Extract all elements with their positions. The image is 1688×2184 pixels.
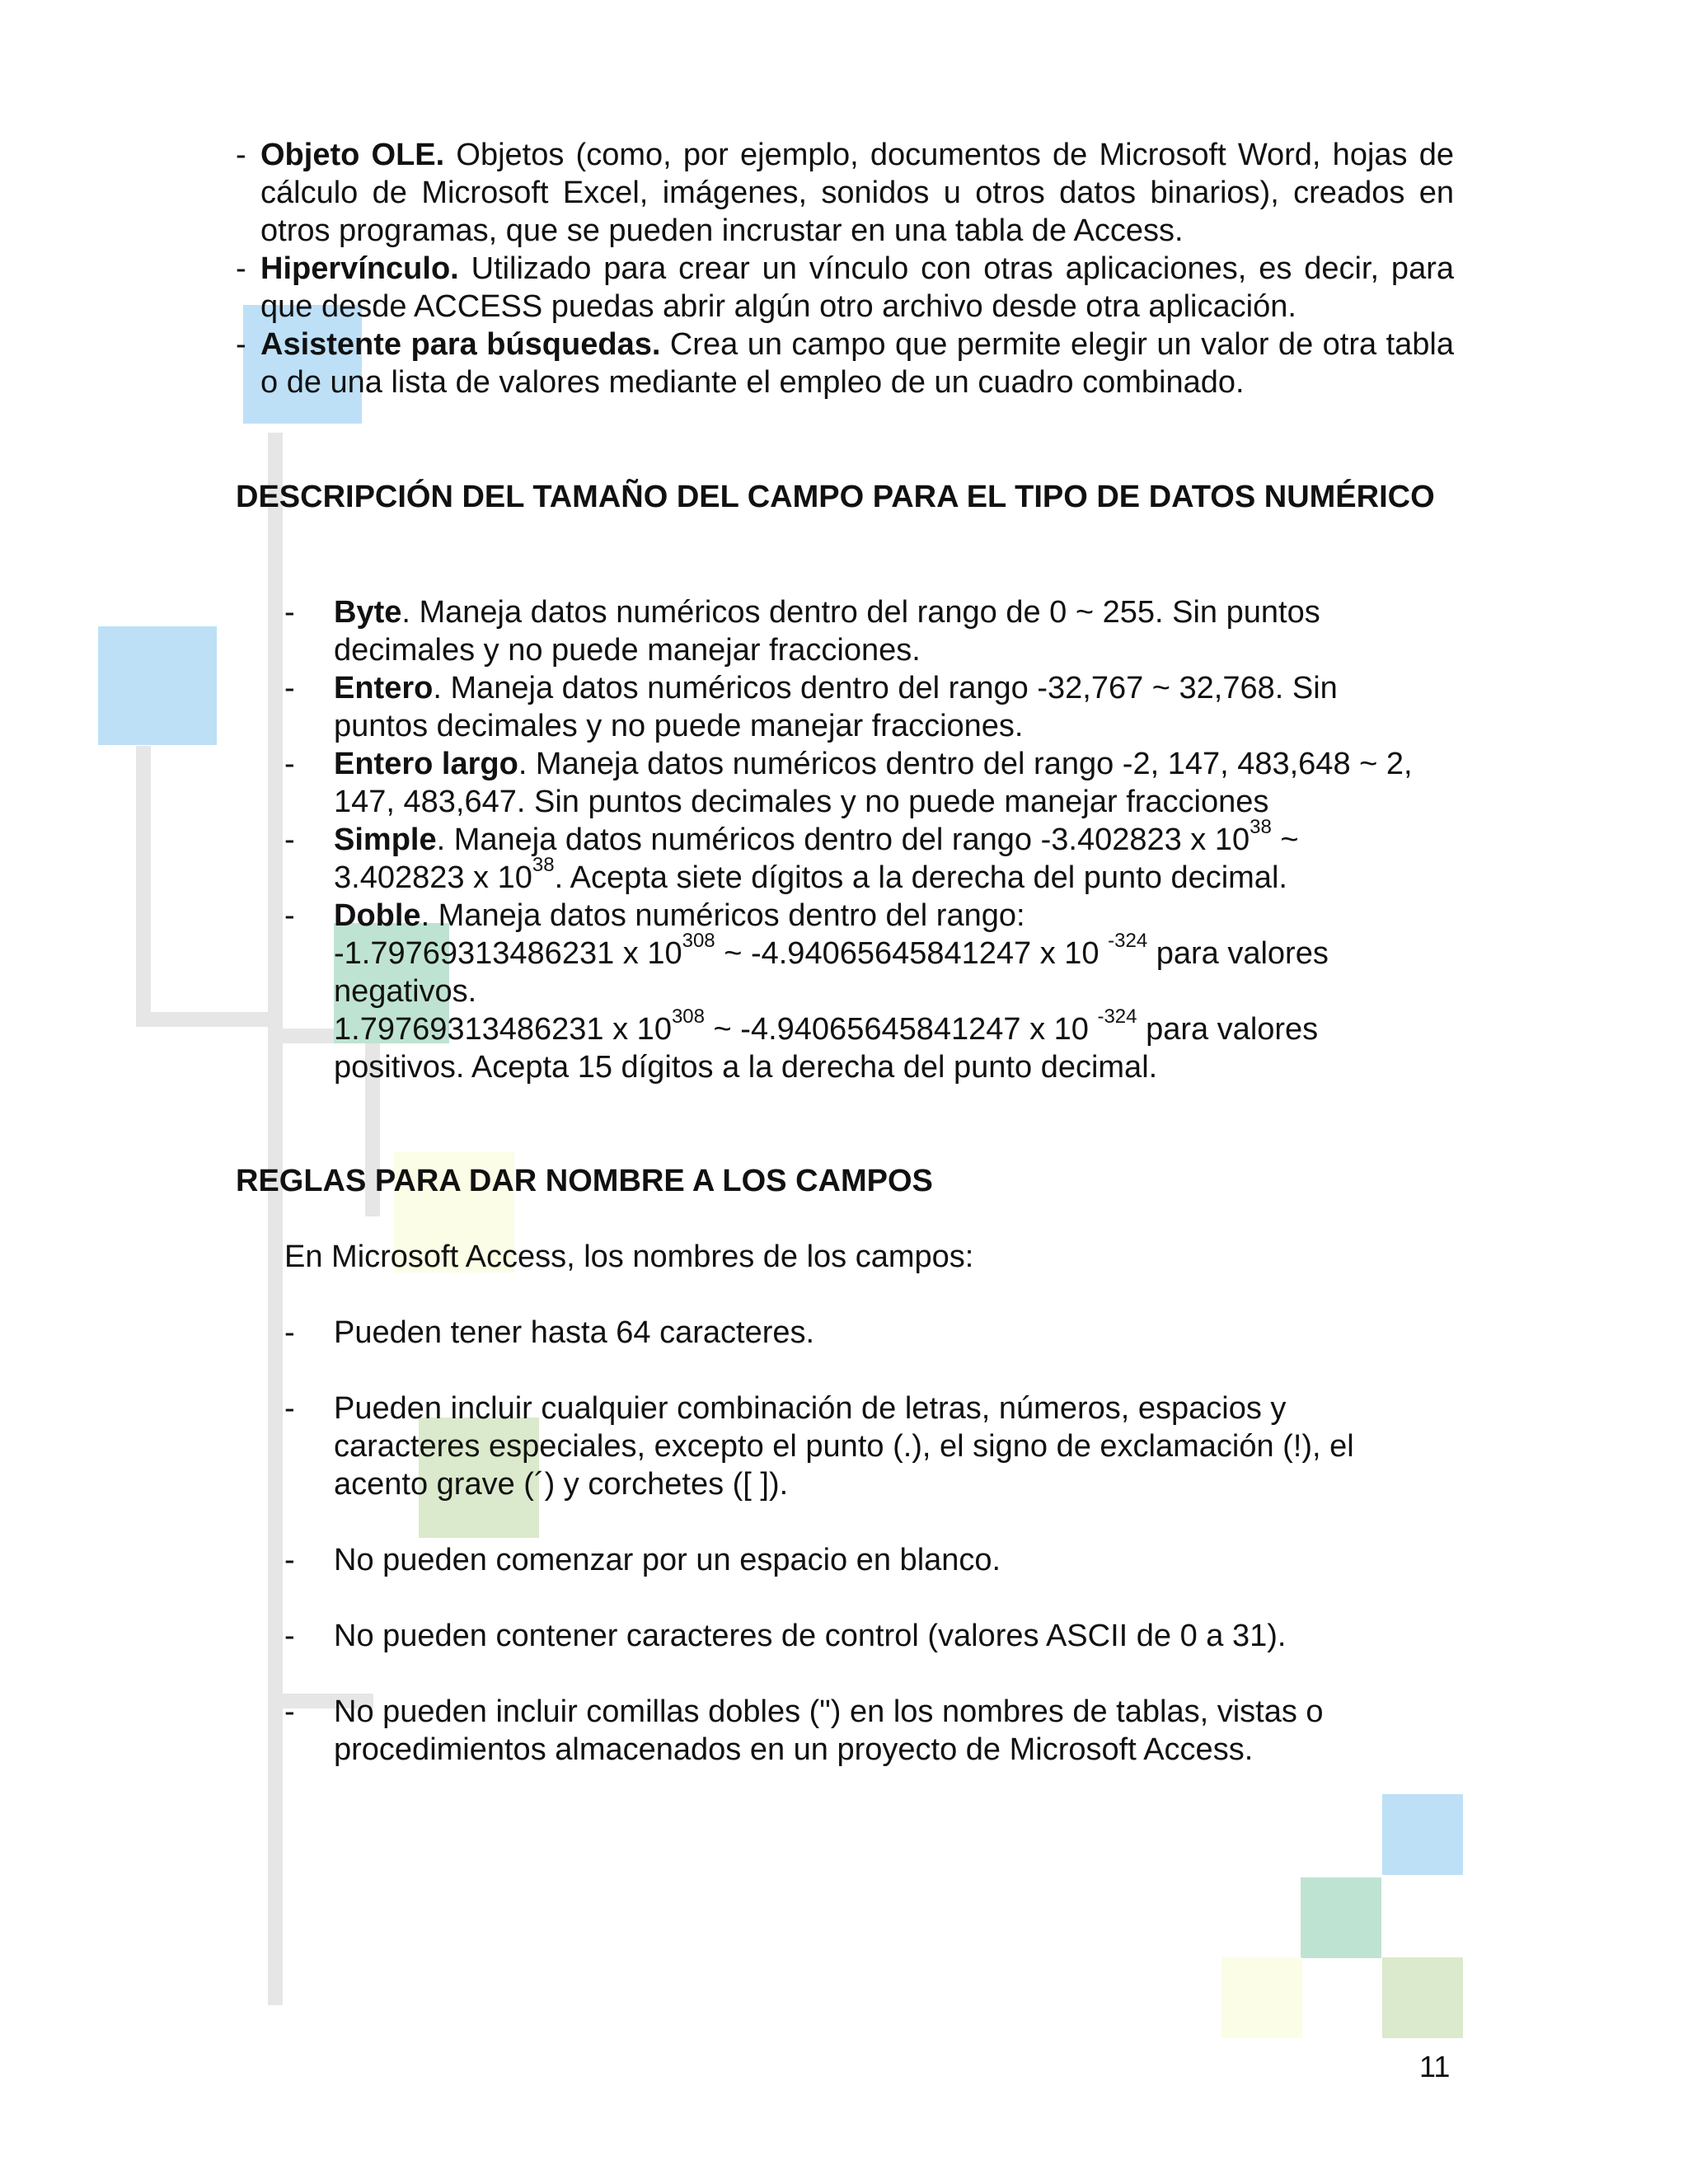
- exponent: -324: [1097, 1005, 1137, 1028]
- list-dash: -: [236, 138, 246, 172]
- doble-text: ~ -4.94065645841247 x 10: [705, 1012, 1098, 1047]
- data-type-desc: Crea un campo que permite elegir un valor de otra tabla o de una lista de valores mediante el empleo de un cuadro combinado.: [260, 327, 1455, 400]
- list-dash: -: [284, 898, 295, 933]
- doble-line-3: negativos.: [334, 974, 477, 1009]
- data-type-hyperlink: [260, 250, 1454, 326]
- rule-item: Pueden tener hasta 64 caracteres.: [334, 1315, 815, 1350]
- section-heading-numeric: DESCRIPCIÓN DEL TAMAÑO DEL CAMPO PARA EL TIPO DE DATOS NUMÉRICO: [236, 480, 1435, 514]
- doble-line-1: [334, 897, 1455, 935]
- rule-item: No pueden incluir comillas dobles (") en los nombres de tablas, vistas o procedimientos almacenados en un proyecto de Microsoft Access.: [334, 1694, 1324, 1767]
- exponent: 38: [1250, 816, 1272, 838]
- simple-line-2: [334, 854, 1455, 897]
- simple-text: . Acepta siete dígitos a la derecha del punto decimal.: [554, 860, 1287, 895]
- doble-text: ~ -4.94065645841247 x 10: [715, 936, 1109, 971]
- numeric-item-entero-largo: [334, 745, 1455, 821]
- doble-line-2: [334, 930, 1455, 972]
- doble-text: -1.79769313486231 x 10: [334, 936, 682, 971]
- numeric-term: Simple: [334, 823, 437, 857]
- list-dash: -: [284, 823, 295, 857]
- data-type-ole: [260, 136, 1454, 250]
- exponent: -324: [1108, 930, 1148, 952]
- numeric-term: Entero largo: [334, 747, 518, 781]
- numeric-item-simple: [334, 816, 1455, 897]
- numeric-term: Entero: [334, 671, 434, 705]
- data-type-term: Asistente para búsquedas.: [260, 327, 661, 362]
- numeric-term: Byte: [334, 595, 402, 630]
- rule-item: No pueden contener caracteres de control (valores ASCII de 0 a 31).: [334, 1619, 1287, 1653]
- list-dash: -: [284, 1694, 295, 1729]
- data-type-desc: Utilizado para crear un vínculo con otras aplicaciones, es decir, para que desde ACCESS puedas abrir algún otro archivo desde otra aplicación.: [260, 251, 1454, 324]
- list-dash: -: [236, 327, 246, 362]
- list-dash: -: [284, 1391, 295, 1426]
- list-dash: -: [284, 1315, 295, 1350]
- rule-item: No pueden comenzar por un espacio en blanco.: [334, 1543, 1001, 1577]
- numeric-desc: . Maneja datos numéricos dentro del rango -32,767 ~ 32,768. Sin puntos decimales y no puede manejar fracciones.: [334, 671, 1338, 743]
- data-type-desc: Objetos (como, por ejemplo, documentos de Microsoft Word, hojas de cálculo de Microsoft Excel, imágenes, sonidos u otros datos binarios), creados en otros programas, que se pueden incrustar en una tabla de Access.: [260, 138, 1454, 248]
- list-dash: -: [284, 595, 295, 630]
- doble-text: para valores: [1147, 936, 1329, 971]
- list-dash: -: [284, 747, 295, 781]
- list-dash: -: [284, 1543, 295, 1577]
- numeric-term: Doble: [334, 898, 421, 933]
- data-type-lookup-wizard: [260, 326, 1454, 401]
- simple-text: . Maneja datos numéricos dentro del rango -3.402823 x 10: [436, 823, 1250, 857]
- data-type-term: Hipervínculo.: [260, 251, 459, 286]
- doble-text: 1.79769313486231 x 10: [334, 1012, 672, 1047]
- list-dash: -: [284, 671, 295, 705]
- list-dash: -: [236, 251, 246, 286]
- section-heading-rules: REGLAS PARA DAR NOMBRE A LOS CAMPOS: [236, 1164, 933, 1198]
- numeric-item-entero: [334, 669, 1438, 745]
- simple-text: 3.402823 x 10: [334, 860, 532, 895]
- simple-line-1: [334, 816, 1455, 859]
- page-number: 11: [1419, 2050, 1451, 2083]
- data-type-term: Objeto OLE.: [260, 138, 445, 172]
- doble-line-4: [334, 1005, 1455, 1048]
- list-dash: -: [284, 1619, 295, 1653]
- numeric-item-doble: [334, 897, 1455, 1086]
- rules-intro: En Microsoft Access, los nombres de los campos:: [284, 1240, 974, 1274]
- numeric-desc: . Maneja datos numéricos dentro del rango de 0 ~ 255. Sin puntos decimales y no puede manejar fracciones.: [334, 595, 1320, 668]
- numeric-desc: . Maneja datos numéricos dentro del rango -2, 147, 483,648 ~ 2, 147, 483,647. Sin puntos decimales y no puede manejar fracciones: [334, 747, 1413, 819]
- rule-item: Pueden incluir cualquier combinación de letras, números, espacios y caracteres especiales, excepto el punto (.), el signo de exclamación (!), el acento grave (´) y corchetes ([ ]).: [334, 1391, 1354, 1502]
- doble-line-5: positivos. Acepta 15 dígitos a la derecha del punto decimal.: [334, 1050, 1158, 1085]
- exponent: 308: [682, 930, 715, 952]
- doble-text: para valores: [1137, 1012, 1319, 1047]
- numeric-item-byte: [334, 593, 1438, 669]
- simple-text: ~: [1271, 823, 1299, 857]
- exponent: 308: [671, 1005, 705, 1028]
- exponent: 38: [532, 854, 555, 876]
- doble-text: . Maneja datos numéricos dentro del rango:: [420, 898, 1025, 933]
